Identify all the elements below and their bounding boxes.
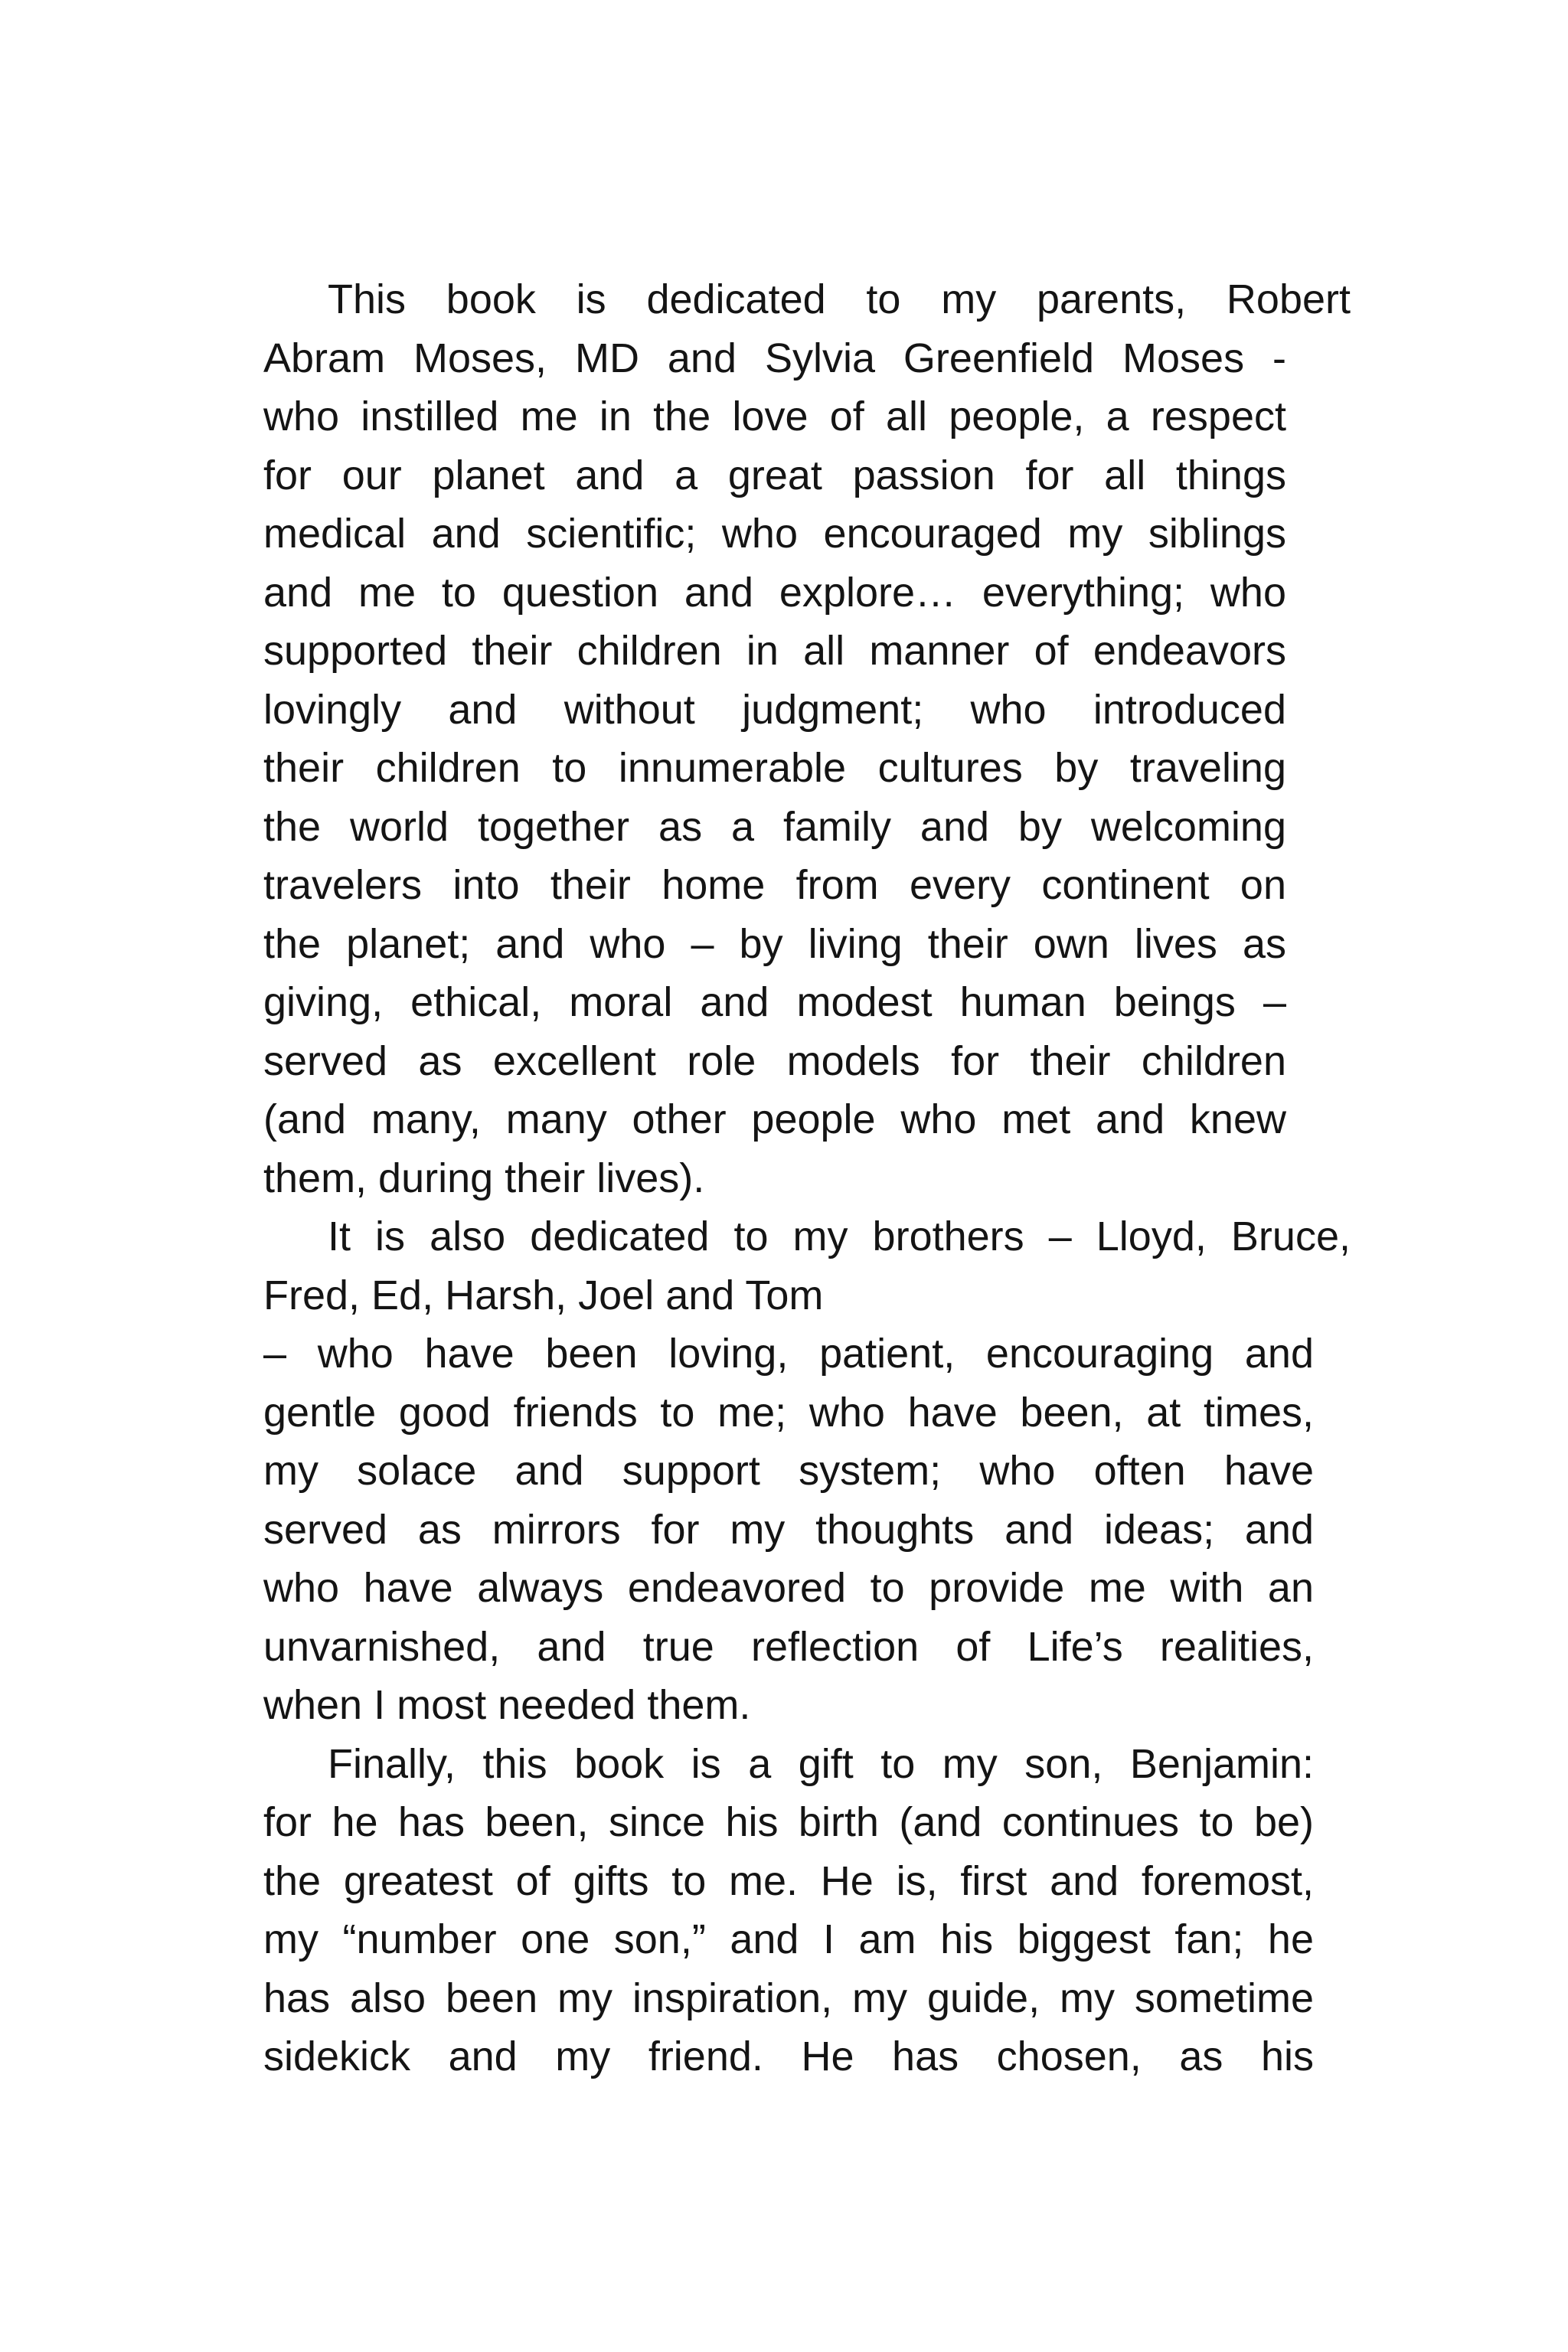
text-line: Fred, Ed, Harsh, Joel and Tom (263, 1272, 824, 1318)
text-line: the greatest of gifts to me. He is, first and foremost, (263, 1857, 1314, 1904)
text-line: (and many, many other people who met and knew (263, 1096, 1286, 1142)
text-line: served as mirrors for my thoughts and ideas; and (263, 1506, 1314, 1553)
text-line: supported their children in all manner of endeavors (263, 628, 1286, 674)
text-line: my solace and support system; who often have (263, 1448, 1314, 1494)
text-line: for he has been, since his birth (and continues to be) (263, 1799, 1314, 1845)
text-line: the world together as a family and by welcoming (263, 803, 1286, 850)
text-line: who have always endeavored to provide me with an (263, 1565, 1314, 1611)
text-line: their children to innumerable cultures by traveling (263, 745, 1286, 791)
text-line: It is also dedicated to my brothers – Lloyd, Bruce, (328, 1214, 1351, 1259)
text-line: lovingly and without judgment; who introduced (263, 686, 1286, 733)
text-line: my “number one son,” and I am his biggest fan; he (263, 1916, 1314, 1962)
text-line: – who have been loving, patient, encouraging and (263, 1331, 1314, 1377)
text-line: when I most needed them. (263, 1682, 751, 1728)
text-line: travelers into their home from every continent on (263, 862, 1286, 908)
text-line: unvarnished, and true reflection of Life’s realities, (263, 1623, 1314, 1670)
text-line: served as excellent role models for their children (263, 1037, 1286, 1084)
text-line: Abram Moses, MD and Sylvia Greenfield Moses - (263, 335, 1286, 381)
dedication-text (263, 270, 1351, 2086)
text-line: medical and scientific; who encouraged my siblings (263, 511, 1286, 557)
text-line: and me to question and explore… everything; who (263, 569, 1286, 616)
text-line: them, during their lives). (263, 1155, 705, 1201)
text-line: sidekick and my friend. He has chosen, as his (263, 2034, 1314, 2079)
text-line: has also been my inspiration, my guide, my sometime (263, 1975, 1314, 2021)
text-line: the planet; and who – by living their own lives as (263, 920, 1286, 967)
text-line: Finally, this book is a gift to my son, Benjamin: (328, 1740, 1314, 1787)
text-line: This book is dedicated to my parents, Robert (328, 276, 1351, 322)
text-line: giving, ethical, moral and modest human beings – (263, 979, 1286, 1025)
text-line: gentle good friends to me; who have been, at times, (263, 1389, 1314, 1436)
text-line: who instilled me in the love of all people, a respect (263, 394, 1286, 439)
text-line: for our planet and a great passion for all things (263, 452, 1286, 498)
